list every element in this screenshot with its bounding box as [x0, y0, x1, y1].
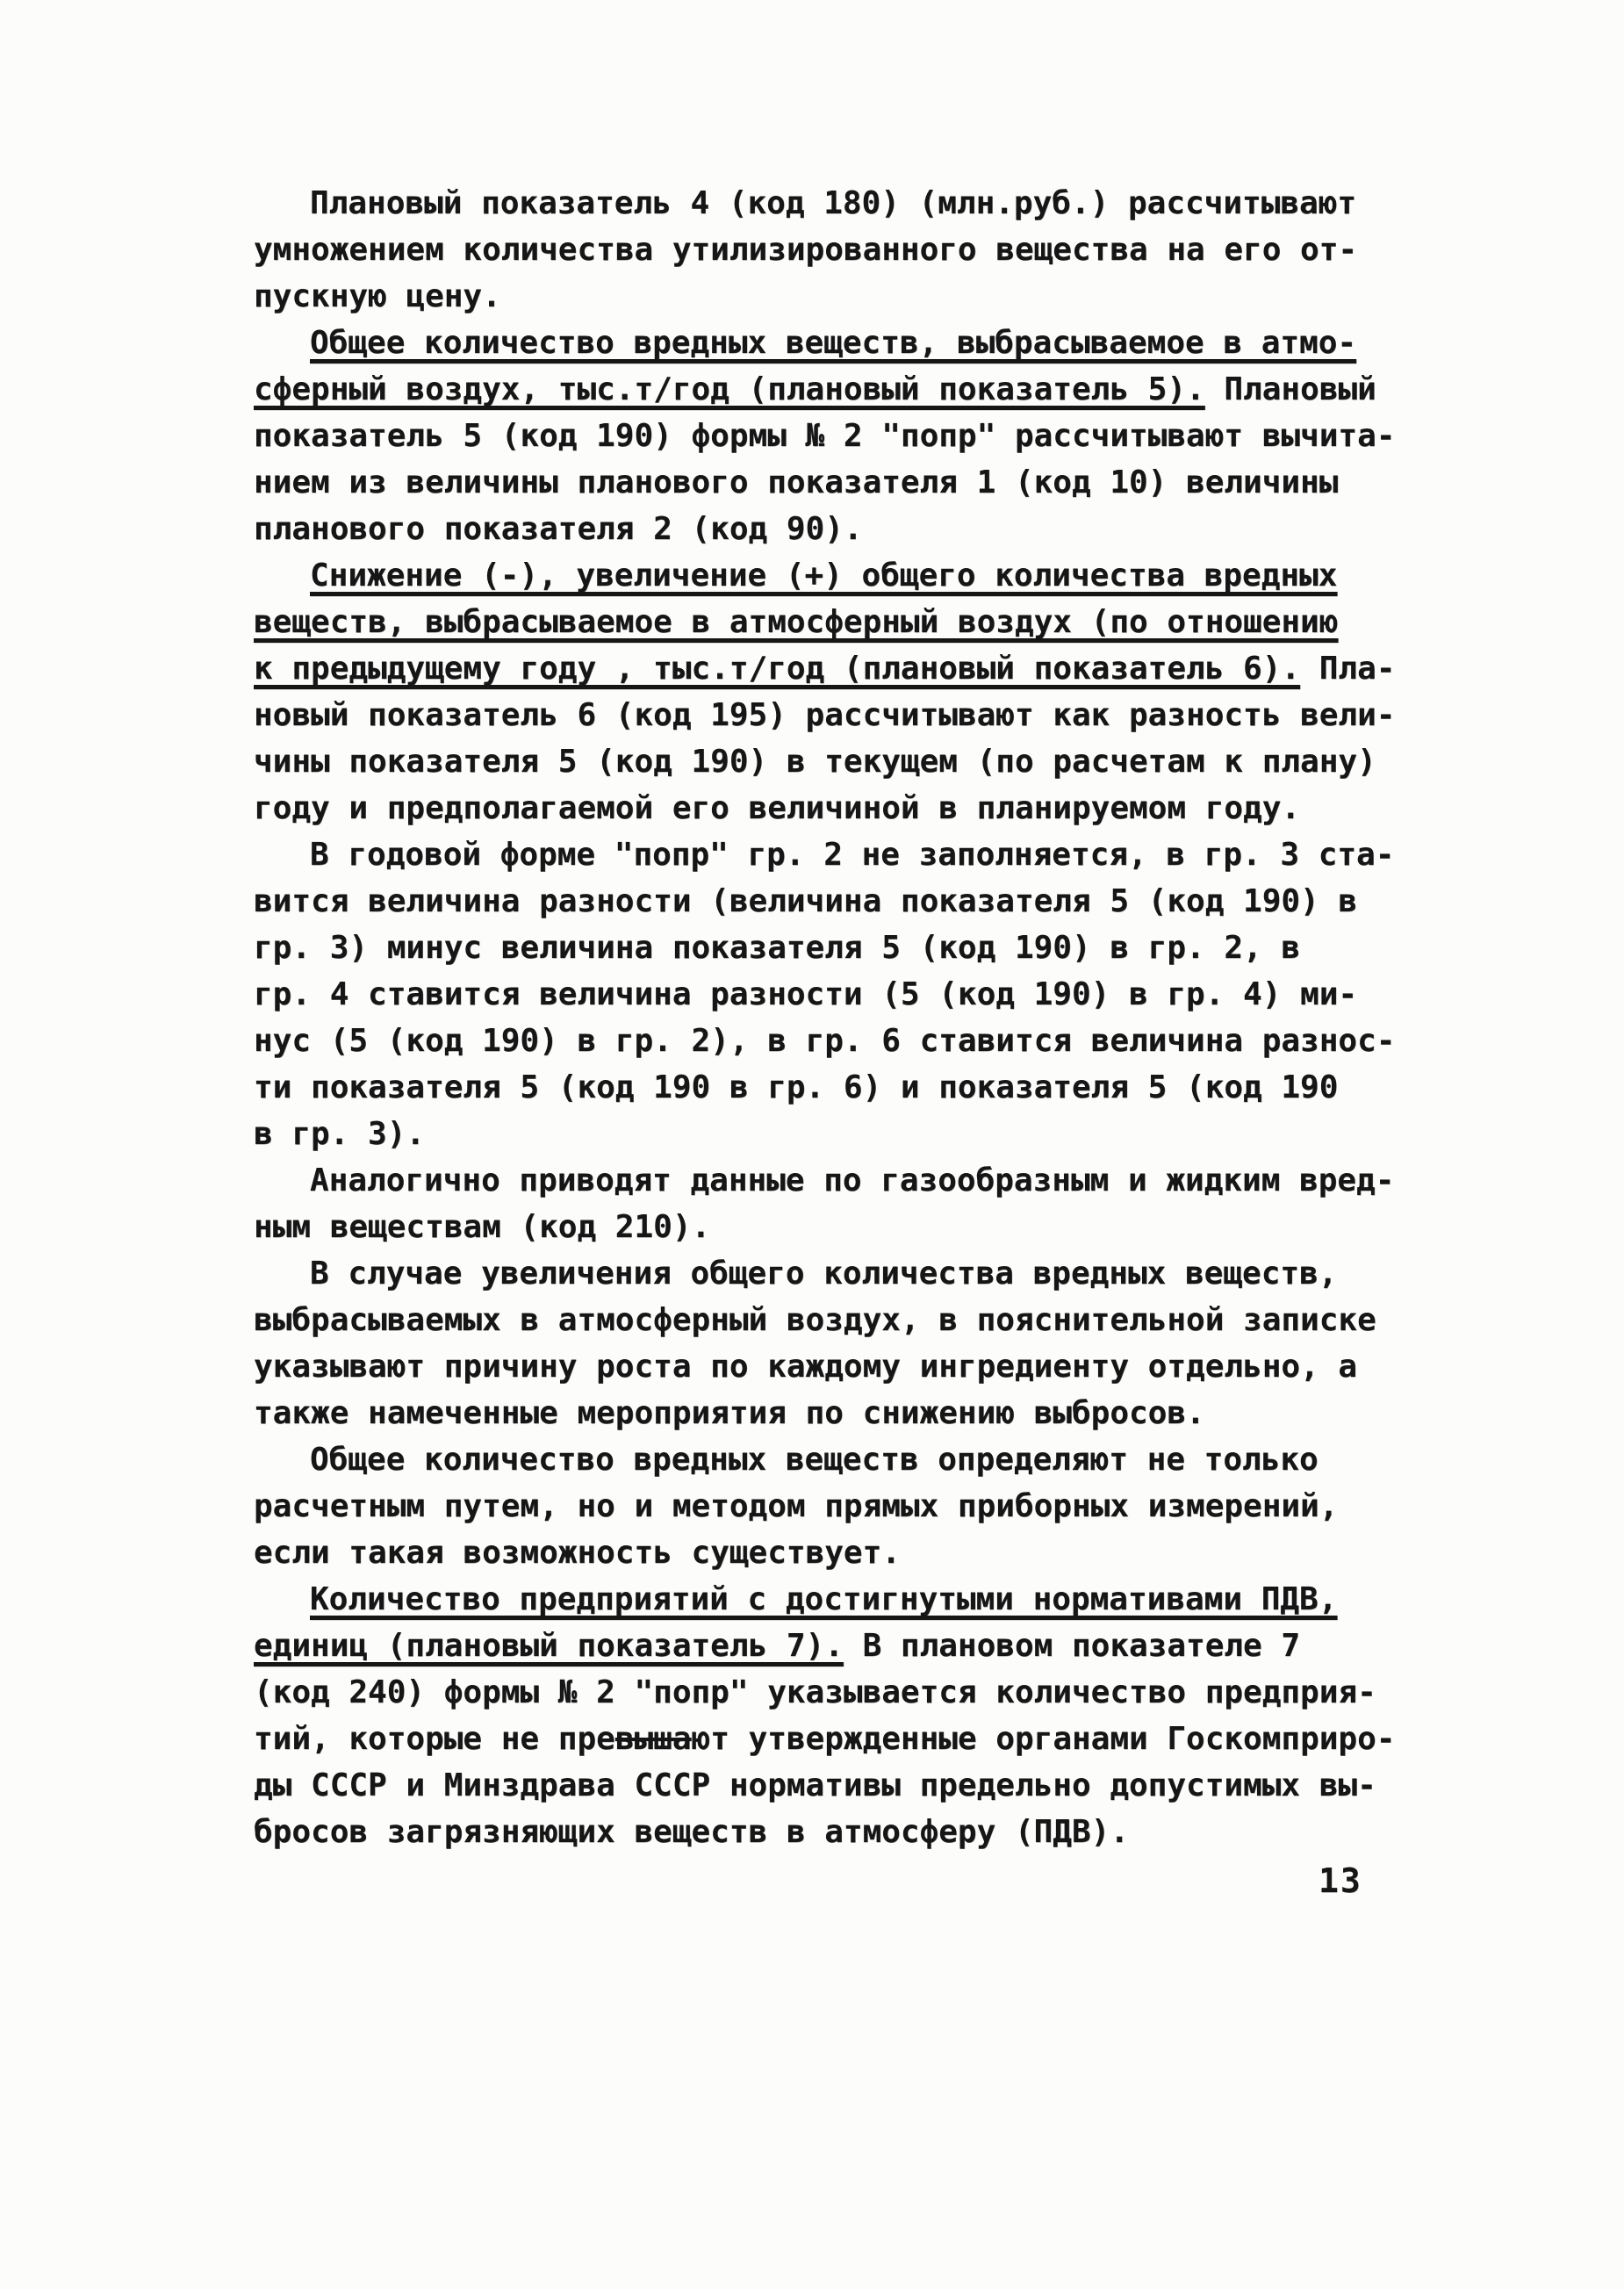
text-line	[254, 1343, 1421, 1390]
text-segment: Плановый	[1204, 371, 1376, 407]
text-line	[254, 459, 1421, 506]
text-line	[254, 1623, 1421, 1669]
text-segment: расчетным путем, но и методом прямых приборных измерений,	[254, 1488, 1339, 1524]
text-segment: ти показателя 5 (код 190 в гр. 6) и показателя 5 (код 190	[254, 1069, 1339, 1105]
text-line	[254, 320, 1421, 366]
text-segment: выбрасываемых в атмосферный воздух, в пояснительной записке	[254, 1302, 1376, 1338]
text-segment: указывают причину роста по каждому ингредиенту отдельно, а	[254, 1349, 1358, 1385]
text-segment: нус (5 (код 190) в гр. 2), в гр. 6 ставится величина разнос-	[254, 1023, 1396, 1059]
underlined-segment: Снижение (-), увеличение (+) общего количества вредных	[310, 558, 1338, 594]
text-line	[254, 599, 1421, 645]
text-line	[254, 1436, 1421, 1483]
text-line	[254, 738, 1421, 785]
underlined-segment: единиц (плановый показатель 7).	[254, 1628, 844, 1664]
text-segment: Общее количество вредных веществ определяют не только	[310, 1442, 1319, 1478]
text-line	[254, 1204, 1421, 1250]
text-line	[254, 878, 1421, 925]
text-segment: В случае увеличения общего количества вредных веществ,	[310, 1256, 1338, 1292]
underlined-segment: Общее количество вредных веществ, выбрасываемое в атмо-	[310, 325, 1357, 361]
text-segment: умножением количества утилизированного вещества на его от-	[254, 232, 1358, 268]
text-line	[254, 1157, 1421, 1204]
text-segment: нием из величины планового показателя 1 (код 10) величины	[254, 464, 1339, 500]
text-segment: в гр. 3).	[254, 1116, 426, 1152]
text-line	[254, 180, 1421, 227]
text-line	[254, 692, 1421, 738]
underlined-segment: к предыдущему году , тыс.т/год (плановый показатель 6).	[254, 651, 1301, 687]
text-line	[254, 1762, 1421, 1809]
text-segment: вится величина разности (величина показателя 5 (код 190) в	[254, 883, 1358, 919]
text-line	[254, 1064, 1421, 1111]
document-text	[254, 180, 1421, 1855]
text-segment: Пла-	[1300, 651, 1396, 687]
text-line	[254, 1018, 1421, 1064]
text-line	[254, 971, 1421, 1018]
text-segment: (код 240) формы № 2 "попр" указывается количество предприя-	[254, 1674, 1376, 1710]
text-segment: если такая возможность существует.	[254, 1535, 901, 1571]
text-line	[254, 413, 1421, 459]
text-line	[254, 552, 1421, 599]
text-line	[254, 1111, 1421, 1157]
text-line	[254, 925, 1421, 971]
text-segment: ным веществам (код 210).	[254, 1209, 711, 1245]
text-line	[254, 227, 1421, 273]
text-segment: планового показателя 2 (код 90).	[254, 511, 863, 547]
text-segment: тий, которые не пре	[254, 1721, 615, 1757]
text-segment: Плановый показатель 4 (код 180) (млн.руб.) рассчитывают	[310, 185, 1357, 221]
text-segment: чины показателя 5 (код 190) в текущем (по расчетам к плану)	[254, 744, 1376, 780]
text-line	[254, 785, 1421, 831]
text-segment: ют утвержденные органами Госкомприро-	[691, 1721, 1396, 1757]
text-line	[254, 506, 1421, 552]
text-line	[254, 1576, 1421, 1623]
text-segment: Аналогично приводят данные по газообразным и жидким вред-	[310, 1162, 1395, 1198]
text-segment: В годовой форме "попр" гр. 2 не заполняется, в гр. 3 ста-	[310, 837, 1395, 873]
text-line	[254, 1530, 1421, 1576]
text-line	[254, 1390, 1421, 1436]
text-line	[254, 1716, 1421, 1762]
text-line	[254, 366, 1421, 413]
text-segment: В плановом показателе 7	[843, 1628, 1301, 1664]
text-line	[254, 645, 1421, 692]
text-segment: новый показатель 6 (код 195) рассчитывают как разность вели-	[254, 697, 1396, 733]
text-segment: гр. 3) минус величина показателя 5 (код 190) в гр. 2, в	[254, 930, 1301, 966]
struck-segment: выша	[614, 1721, 692, 1757]
text-segment: бросов загрязняющих веществ в атмосферу (ПДВ).	[254, 1814, 1129, 1850]
text-segment: гр. 4 ставится величина разности (5 (код 190) в гр. 4) ми-	[254, 976, 1358, 1012]
text-segment: пускную цену.	[254, 278, 501, 314]
text-line	[254, 1669, 1421, 1716]
text-segment: ды СССР и Минздрава СССР нормативы предельно допустимых вы-	[254, 1767, 1376, 1803]
text-line	[254, 831, 1421, 878]
text-line	[254, 1809, 1421, 1855]
page-number: 13	[1319, 1861, 1362, 1900]
underlined-segment: сферный воздух, тыс.т/год (плановый показатель 5).	[254, 371, 1205, 407]
text-line	[254, 1297, 1421, 1343]
underlined-segment: веществ, выбрасываемое в атмосферный воздух (по отношению	[254, 604, 1339, 640]
underlined-segment: Количество предприятий с достигнутыми нормативами ПДВ,	[310, 1581, 1338, 1617]
text-line	[254, 273, 1421, 320]
text-segment: году и предполагаемой его величиной в планируемом году.	[254, 790, 1301, 826]
text-line	[254, 1483, 1421, 1530]
text-segment: также намеченные мероприятия по снижению выбросов.	[254, 1395, 1205, 1431]
text-segment: показатель 5 (код 190) формы № 2 "попр" рассчитывают вычита-	[254, 418, 1396, 454]
text-line	[254, 1250, 1421, 1297]
